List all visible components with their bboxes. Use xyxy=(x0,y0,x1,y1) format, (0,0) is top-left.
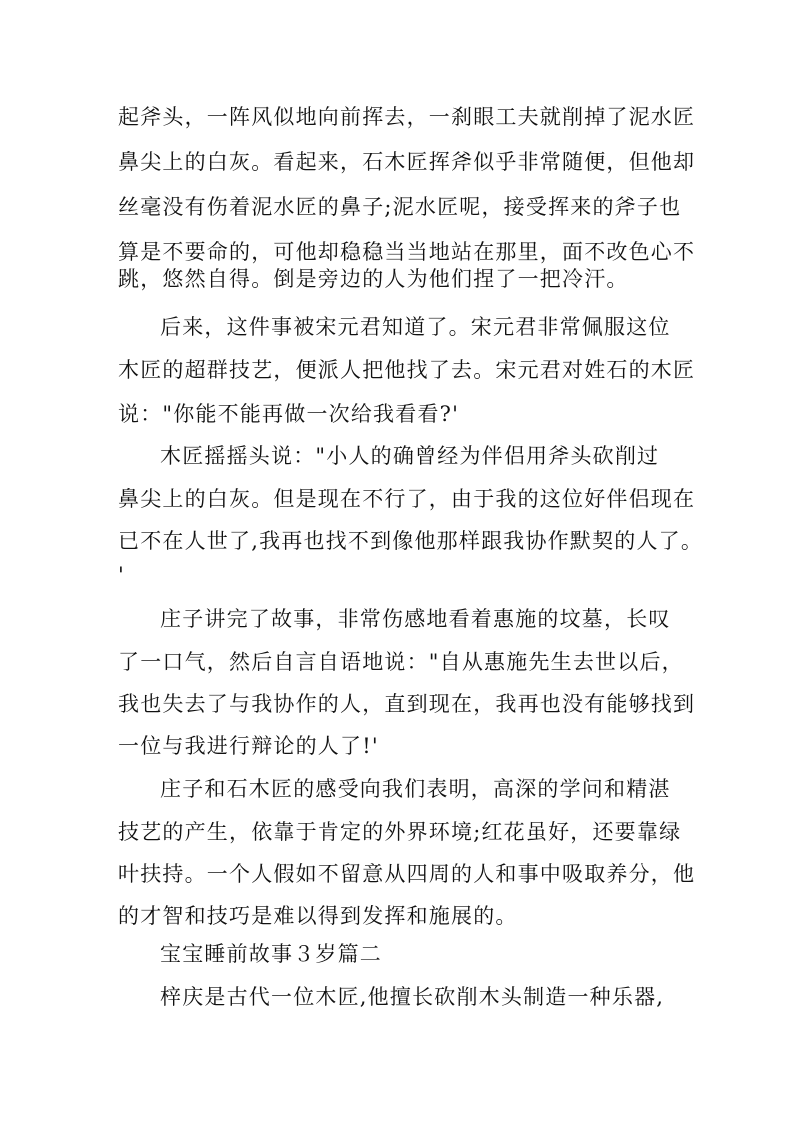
text-line: 的才智和技巧是难以得到发挥和施展的。 xyxy=(118,904,518,928)
text-line: 跳，悠然自得。倒是旁边的人为他们捏了一把冷汗。 xyxy=(118,267,629,291)
text-line: 已不在人世了,我再也找不到像他那样跟我协作默契的人了。 xyxy=(118,529,704,553)
paragraph-start-line: 木匠摇摇头说："小人的确曾经为伴侣用斧头砍削过 xyxy=(160,444,660,468)
text-line: 我也失去了与我协作的人，直到现在，我再也没有能够找到 xyxy=(118,692,696,716)
text-line: 鼻尖上的白灰。但是现在不行了，由于我的这位好伴侣现在 xyxy=(118,487,696,511)
text-line: 鼻尖上的白灰。看起来，石木匠挥斧似乎非常随便，但他却 xyxy=(118,150,696,174)
text-line: 木匠的超群技艺，便派人把他找了去。宋元君对姓石的木匠 xyxy=(118,358,696,382)
text-line: 一位与我进行辩论的人了!' xyxy=(118,734,379,758)
paragraph-start-line: 庄子和石木匠的感受向我们表明，高深的学问和精湛 xyxy=(160,777,671,801)
text-line: ' xyxy=(118,563,125,587)
text-line: 算是不要命的，可他却稳稳当当地站在那里，面不改色心不 xyxy=(118,240,696,264)
text-line: 丝毫没有伤着泥水匠的鼻子;泥水匠呢，接受挥来的斧子也 xyxy=(118,195,682,219)
section-heading: 宝宝睡前故事３岁篇二 xyxy=(160,942,382,966)
text-line: 起斧头，一阵风似地向前挥去，一刹眼工夫就削掉了泥水匠 xyxy=(118,105,696,129)
text-line: 说："你能不能再做一次给我看看?' xyxy=(118,402,460,426)
paragraph-start-line: 后来，这件事被宋元君知道了。宋元君非常佩服这位 xyxy=(160,315,671,339)
paragraph-start-line: 庄子讲完了故事，非常伤感地看着惠施的坟墓，长叹 xyxy=(160,607,671,631)
text-line: 技艺的产生，依靠于肯定的外界环境;红花虽好，还要靠绿 xyxy=(118,820,682,844)
text-line: 了一口气，然后自言自语地说："自从惠施先生去世以后， xyxy=(118,650,684,674)
text-line: 叶扶持。一个人假如不留意从四周的人和事中吸取养分，他 xyxy=(118,862,696,886)
paragraph-start-line: 梓庆是古代一位木匠,他擅长砍削木头制造一种乐器, xyxy=(160,985,665,1009)
